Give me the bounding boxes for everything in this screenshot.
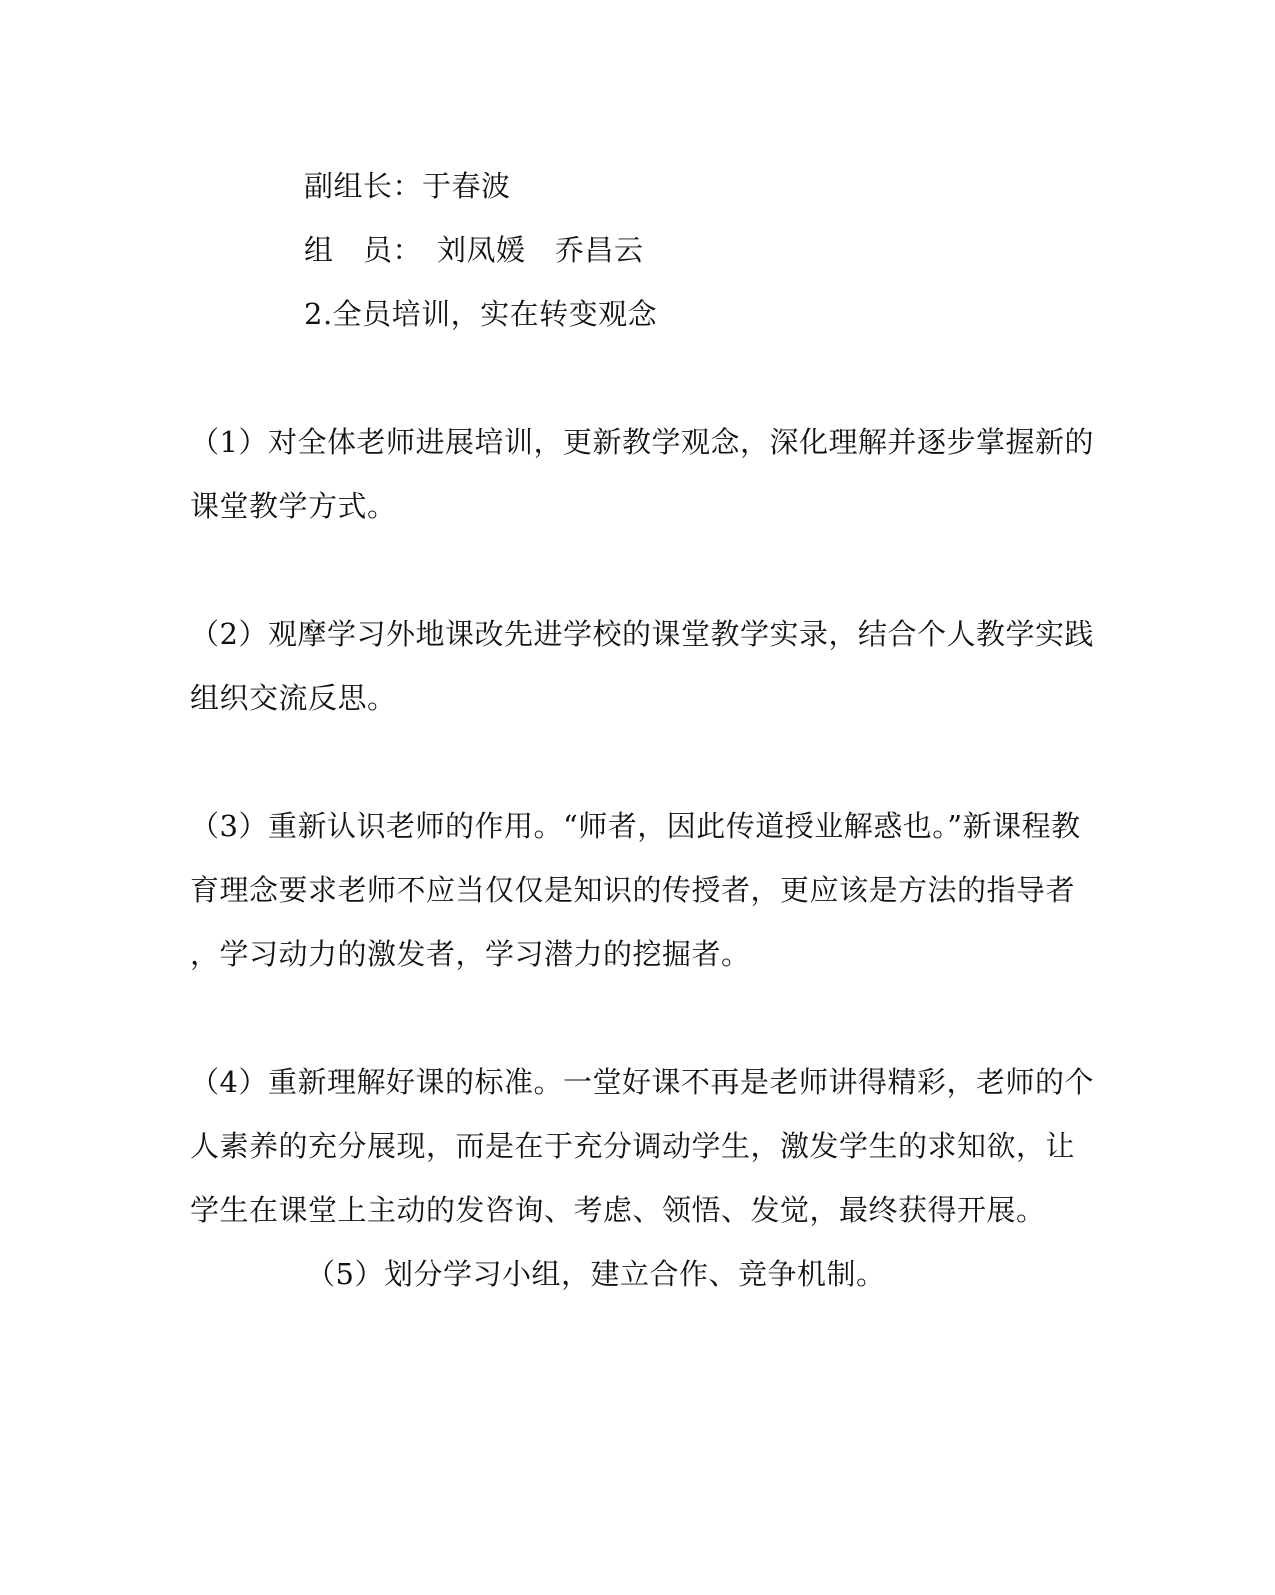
deputy-leader-line: 副组长：于春波 <box>304 169 511 203</box>
members-line: 组 员： 刘凤媛 乔昌云 <box>304 233 644 267</box>
paragraph-3-line-3: ，学习动力的激发者，学习潜力的挖掘者。 <box>190 937 751 971</box>
paragraph-1-line-1: （1）对全体老师进展培训，更新教学观念，深化理解并逐步掌握新的 <box>190 425 1094 459</box>
paragraph-3-line-1: （3）重新认识老师的作用。“师者，因此传道授业解惑也。”新课程教 <box>190 809 1081 843</box>
paragraph-1-line-2: 课堂教学方式。 <box>190 489 397 523</box>
paragraph-4-line-1: （4）重新理解好课的标准。一堂好课不再是老师讲得精彩，老师的个 <box>190 1065 1094 1099</box>
paragraph-3-line-2: 育理念要求老师不应当仅仅是知识的传授者，更应该是方法的指导者 <box>190 873 1076 907</box>
paragraph-2-line-1: （2）观摩学习外地课改先进学校的课堂教学实录，结合个人教学实践 <box>190 617 1094 651</box>
paragraph-4-line-3: 学生在课堂上主动的发咨询、考虑、领悟、发觉，最终获得开展。 <box>190 1193 1046 1227</box>
section-heading: 2.全员培训，实在转变观念 <box>304 297 658 331</box>
paragraph-2-line-2: 组织交流反思。 <box>190 681 397 715</box>
paragraph-4-line-2: 人素养的充分展现，而是在于充分调动学生，激发学生的求知欲，让 <box>190 1129 1076 1163</box>
paragraph-5-line-1: （5）划分学习小组，建立合作、竞争机制。 <box>306 1257 886 1291</box>
